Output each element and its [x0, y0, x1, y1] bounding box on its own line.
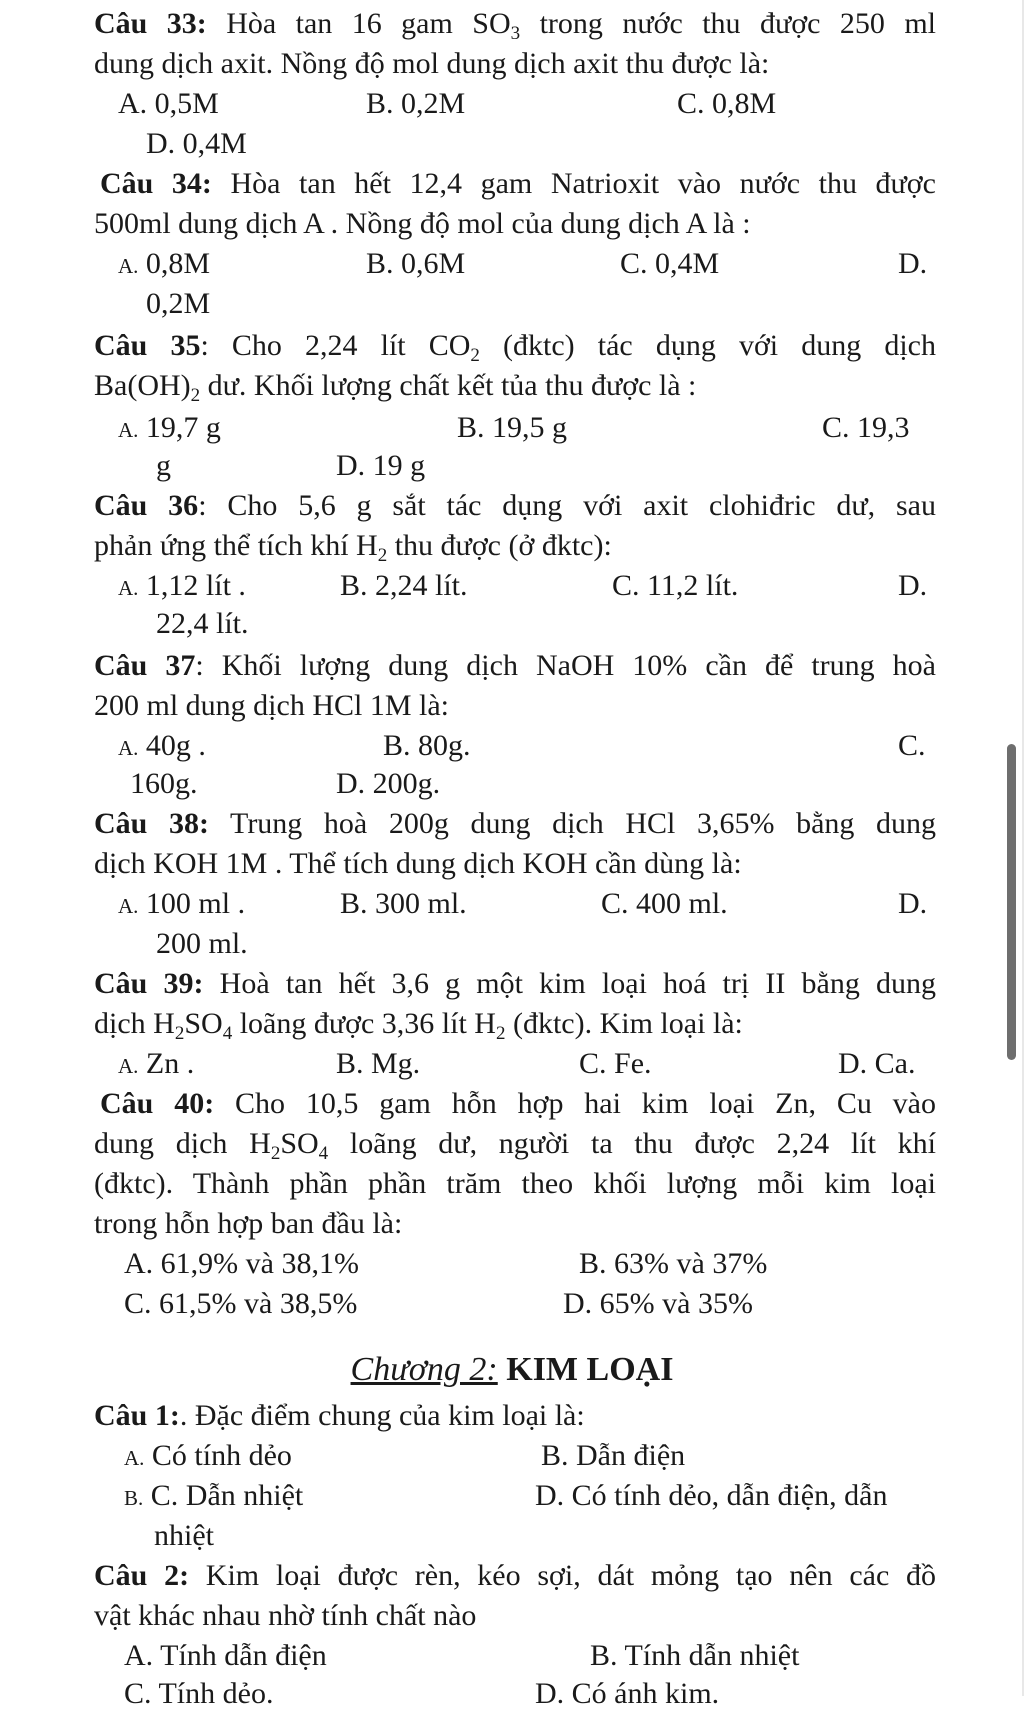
- question-36-line-2: phản ứng thể tích khí $H_2$ thu được (ở đktc):: [94, 529, 612, 566]
- question-33-line-1: Câu 33: Hòa tan 16 gam $SO_3$ trong nước thu được 250 ml: [94, 7, 936, 44]
- q34-option-d-value: 0,2M: [146, 287, 211, 320]
- q33-option-c: C. 0,8M: [677, 87, 777, 120]
- q38-option-d-value: 200 ml.: [156, 927, 248, 960]
- q37-option-c-value: 160g.: [130, 767, 198, 800]
- q36-option-d: D.: [898, 569, 928, 602]
- ch2-question-2-number: Câu 2:: [94, 1559, 190, 1592]
- q38-option-b: B. 300 ml.: [340, 887, 467, 920]
- q39-option-c: C. Fe.: [579, 1047, 652, 1080]
- q33-option-b: B. 0,2M: [366, 87, 466, 120]
- question-38-number: Câu 38:: [94, 807, 209, 840]
- q35-option-c-unit: g: [156, 449, 171, 482]
- question-40-line-1: Câu 40: Cho 10,5 gam hỗn hợp hai kim loại Zn, Cu vào: [100, 1087, 936, 1120]
- question-34-line-2: 500ml dung dịch A . Nồng độ mol của dung dịch A là :: [94, 207, 751, 240]
- ch2-q1-option-d: D. Có tính dẻo, dẫn điện, dẫn: [535, 1479, 888, 1512]
- question-35-line-1: Câu 35: Cho 2,24 lít $CO_2$ (đktc) tác dụng với dung dịch: [94, 329, 936, 366]
- q39-option-b: B. Mg.: [336, 1047, 421, 1080]
- ch2-q2-option-a: A. Tính dẫn điện: [124, 1639, 327, 1672]
- question-38-line-1: Câu 38: Trung hoà 200g dung dịch HCl 3,65% bằng dung: [94, 807, 937, 840]
- question-38-line-2: dịch KOH 1M . Thể tích dung dịch KOH cần dùng là:: [94, 847, 742, 880]
- q38-option-d: D.: [898, 887, 928, 920]
- question-35-line-2: $Ba(OH)_2$ dư. Khối lượng chất kết tủa thu được là :: [94, 369, 697, 406]
- ch2-question-1: Câu 1:. Đặc điểm chung của kim loại là:: [94, 1399, 585, 1432]
- question-36-number: Câu 36: [94, 489, 199, 522]
- q36-option-c: C. 11,2 lít.: [612, 569, 739, 602]
- question-39-line-1: Câu 39: Hoà tan hết 3,6 g một kim loại hoá trị II bằng dung: [94, 967, 936, 1000]
- question-40-line-4: trong hỗn hợp ban đầu là:: [94, 1207, 403, 1240]
- q37-option-a: A. 40g .: [118, 729, 206, 762]
- question-40-line-3: (đktc). Thành phần phần trăm theo khối lượng mỗi kim loại: [94, 1167, 936, 1200]
- q38-option-c: C. 400 ml.: [601, 887, 728, 920]
- ch2-question-1-number: Câu 1:: [94, 1399, 180, 1432]
- q40-option-c: C. 61,5% và 38,5%: [124, 1287, 358, 1320]
- q33-option-d: D. 0,4M: [146, 127, 247, 160]
- question-37-line-1: Câu 37: Khối lượng dung dịch NaOH 10% cần để trung hoà: [94, 649, 936, 682]
- question-34-number: Câu 34:: [100, 167, 212, 200]
- question-40-number: Câu 40:: [100, 1087, 215, 1120]
- q37-option-d: D. 200g.: [336, 767, 441, 800]
- q37-option-c: C.: [898, 729, 926, 762]
- q34-option-d: D.: [898, 247, 928, 280]
- ch2-q2-option-c: C. Tính dẻo.: [124, 1677, 274, 1710]
- q39-option-d: D. Ca.: [838, 1047, 916, 1080]
- q36-option-d-value: 22,4 lít.: [156, 607, 249, 640]
- q33-option-a: A. 0,5M: [118, 87, 219, 120]
- question-39-number: Câu 39:: [94, 967, 204, 1000]
- q40-option-a: A. 61,9% và 38,1%: [124, 1247, 359, 1280]
- question-36-line-1: Câu 36: Cho 5,6 g sắt tác dụng với axit clohiđric dư, sau: [94, 489, 936, 522]
- ch2-q2-option-b: B. Tính dẫn nhiệt: [590, 1639, 800, 1672]
- question-40-line-2: dung dịch $H_2SO_4$ loãng dư, người ta thu được 2,24 lít khí: [94, 1127, 936, 1164]
- q38-option-a: A. 100 ml .: [118, 887, 246, 920]
- q37-option-b: B. 80g.: [383, 729, 471, 762]
- q34-option-b: B. 0,6M: [366, 247, 466, 280]
- question-37-line-2: 200 ml dung dịch HCl 1M là:: [94, 689, 449, 722]
- q39-option-a: A. Zn .: [118, 1047, 195, 1080]
- question-39-line-2: dịch $H_2SO_4$ loãng được 3,36 lít $H_2$ (đktc). Kim loại là:: [94, 1007, 743, 1044]
- q35-option-d: D. 19 g: [336, 449, 426, 482]
- q36-option-a: A. 1,12 lít .: [118, 569, 246, 602]
- question-33-line-2: dung dịch axit. Nồng độ mol dung dịch axit thu được là:: [94, 47, 770, 80]
- ch2-q2-option-d: D. Có ánh kim.: [535, 1677, 720, 1710]
- q34-option-a: A. 0,8M: [118, 247, 211, 280]
- q36-option-b: B. 2,24 lít.: [340, 569, 468, 602]
- question-34-line-1: Câu 34: Hòa tan hết 12,4 gam Natrioxit vào nước thu được: [100, 167, 936, 200]
- question-35-number: Câu 35: [94, 329, 201, 362]
- q35-option-a: A. 19,7 g: [118, 411, 221, 444]
- q35-option-b: B. 19,5 g: [457, 411, 568, 444]
- q40-option-d: D. 65% và 35%: [563, 1287, 753, 1320]
- question-37-number: Câu 37: [94, 649, 196, 682]
- ch2-q1-option-c: B. C. Dẫn nhiệt: [124, 1479, 304, 1512]
- q40-option-b: B. 63% và 37%: [579, 1247, 768, 1280]
- question-33-number: Câu 33:: [94, 7, 207, 40]
- chapter-heading: [0, 1348, 1024, 1392]
- chapter-title: KIM LOẠI: [497, 1351, 674, 1388]
- ch2-q1-option-b: B. Dẫn điện: [541, 1439, 686, 1472]
- q35-option-c: C. 19,3: [822, 411, 910, 444]
- vertical-scrollbar[interactable]: [1007, 744, 1016, 1060]
- ch2-q1-option-a: A. Có tính dẻo: [124, 1439, 292, 1472]
- ch2-question-2-line-1: Câu 2: Kim loại được rèn, kéo sợi, dát mỏng tạo nên các đồ: [94, 1559, 936, 1592]
- q34-option-c: C. 0,4M: [620, 247, 720, 280]
- ch2-question-2-line-2: vật khác nhau nhờ tính chất nào: [94, 1599, 477, 1632]
- ch2-q1-option-d-cont: nhiệt: [154, 1519, 214, 1552]
- chapter-number: Chương 2:: [350, 1351, 498, 1388]
